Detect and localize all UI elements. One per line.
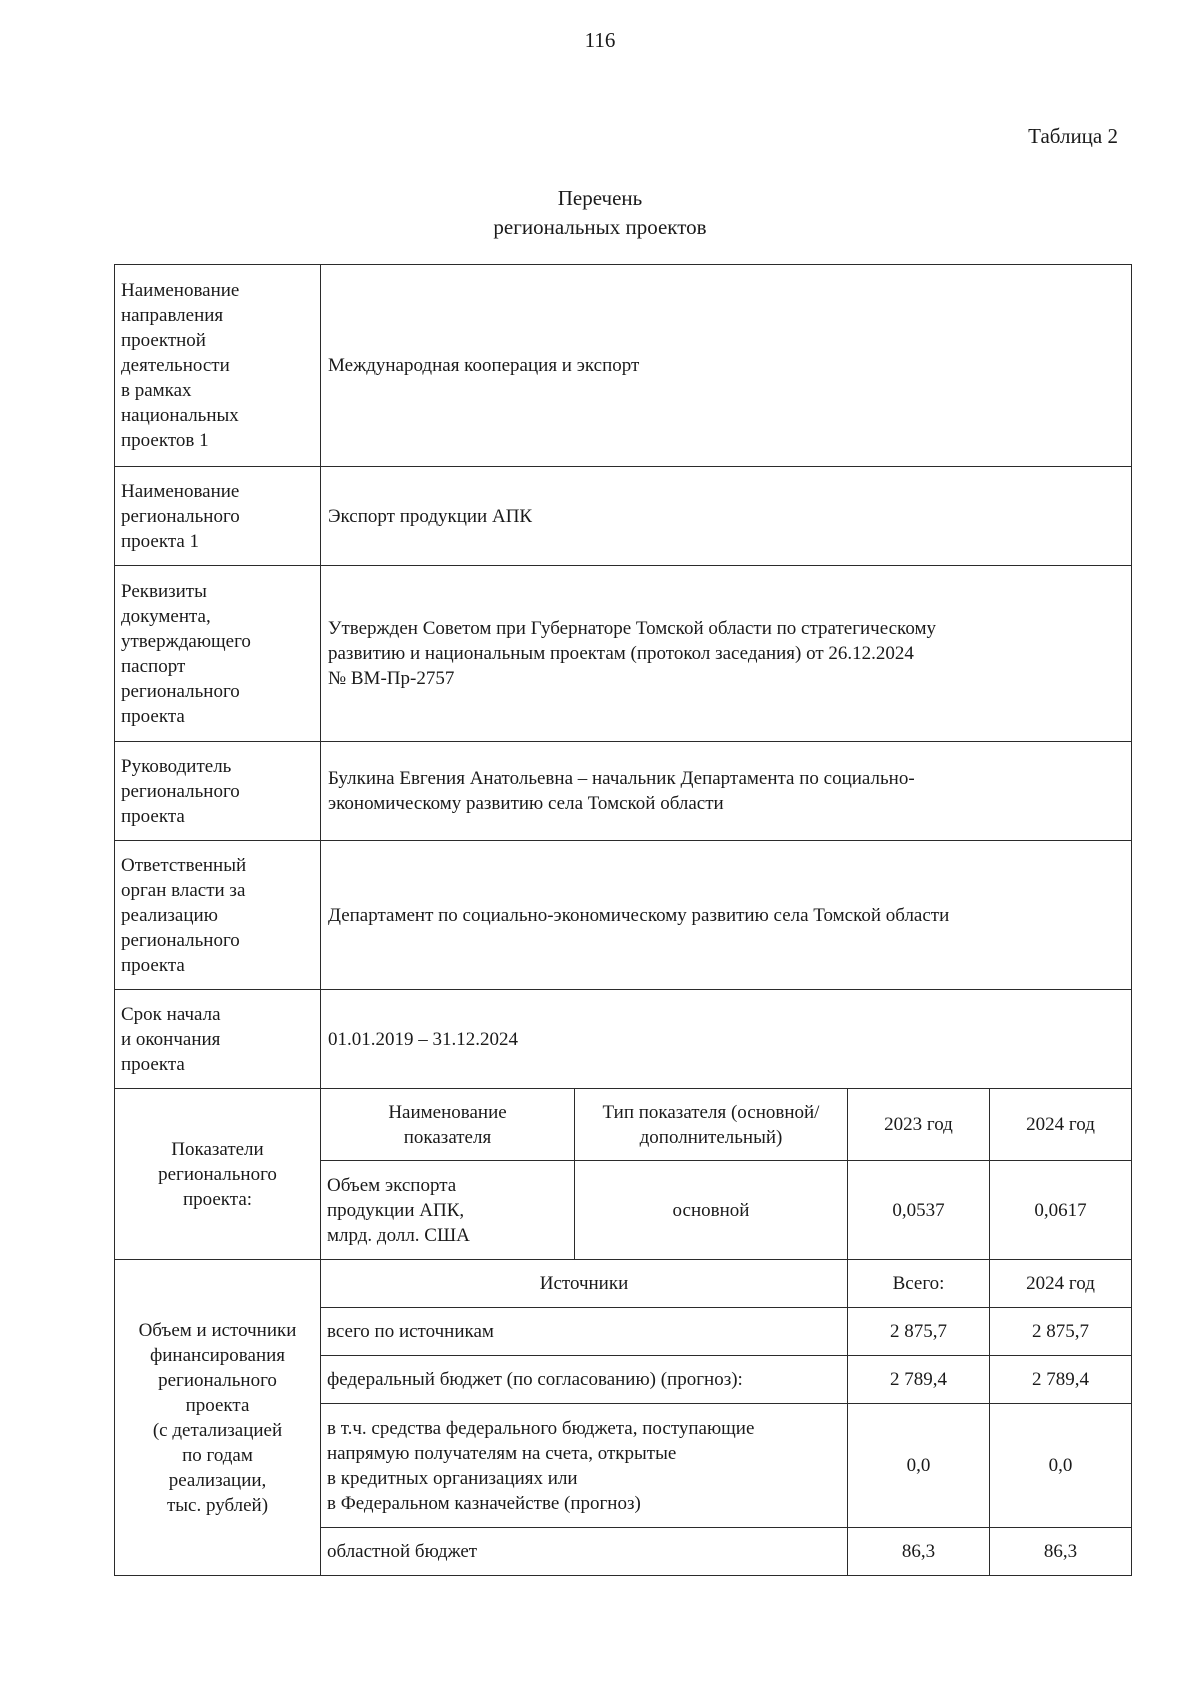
financing-2024: 2 875,7 [990, 1308, 1132, 1356]
document-title [0, 184, 1200, 242]
row-direction [115, 265, 1132, 467]
financing-2024: 86,3 [990, 1528, 1132, 1576]
financing-total: 0,0 [848, 1404, 990, 1528]
indicator-name-header: Наименование показателя [321, 1089, 575, 1161]
row-head [115, 742, 1132, 841]
requisites-value: Утвержден Советом при Губернаторе Томской области по стратегическому развитию и национальным проектам (протокол заседания) от 26.12.2024 № ВМ-Пр-2757 [321, 566, 1132, 742]
indicator-2024-header: 2024 год [990, 1089, 1132, 1161]
financing-source: в т.ч. средства федерального бюджета, поступающие напрямую получателям на счета, открытые в кредитных организациях или в Федеральном казначействе (прогноз) [321, 1404, 848, 1528]
financing-total: 2 875,7 [848, 1308, 990, 1356]
financing-header-row [115, 1260, 1132, 1308]
row-responsible [115, 841, 1132, 990]
indicator-2023-header: 2023 год [848, 1089, 990, 1161]
row-requisites [115, 566, 1132, 742]
indicator-2024-value: 0,0617 [990, 1161, 1132, 1260]
project-name-value: Экспорт продукции АПК [321, 467, 1132, 566]
row-term [115, 990, 1132, 1089]
financing-source: всего по источникам [321, 1308, 848, 1356]
total-header: Всего: [848, 1260, 990, 1308]
financing-total: 86,3 [848, 1528, 990, 1576]
title-line: Перечень [557, 186, 643, 210]
indicator-type: основной [575, 1161, 848, 1260]
projects-table [114, 264, 1132, 1576]
financing-2024: 0,0 [990, 1404, 1132, 1528]
indicators-header-row [115, 1089, 1132, 1161]
row-project-name [115, 467, 1132, 566]
sources-header: Источники [321, 1260, 848, 1308]
indicators-label: Показатели регионального проекта: [115, 1089, 321, 1260]
financing-source: федеральный бюджет (по согласованию) (прогноз): [321, 1356, 848, 1404]
title-line: региональных проектов [493, 215, 707, 239]
page-number: 116 [584, 28, 616, 52]
financing-2024: 2 789,4 [990, 1356, 1132, 1404]
indicator-type-header: Тип показателя (основной/ дополнительный) [575, 1089, 848, 1161]
indicator-name: Объем экспорта продукции АПК, млрд. долл. США [321, 1161, 575, 1260]
responsible-value: Департамент по социально-экономическому развитию села Томской области [321, 841, 1132, 990]
direction-label: Наименование направления проектной деятельности в рамках национальных проектов 1 [115, 265, 321, 467]
term-label: Срок начала и окончания проекта [115, 990, 321, 1089]
indicator-2023-value: 0,0537 [848, 1161, 990, 1260]
financing-2024-header: 2024 год [990, 1260, 1132, 1308]
head-label: Руководитель регионального проекта [115, 742, 321, 841]
requisites-label: Реквизиты документа, утверждающего паспорт регионального проекта [115, 566, 321, 742]
financing-source: областной бюджет [321, 1528, 848, 1576]
table-label: Таблица 2 [1028, 124, 1118, 148]
project-name-label: Наименование регионального проекта 1 [115, 467, 321, 566]
direction-value: Международная кооперация и экспорт [321, 265, 1132, 467]
term-value: 01.01.2019 – 31.12.2024 [321, 990, 1132, 1089]
financing-label: Объем и источники финансирования регионального проекта (с детализацией по годам реализации, тыс. рублей) [115, 1260, 321, 1576]
financing-total: 2 789,4 [848, 1356, 990, 1404]
head-value: Булкина Евгения Анатольевна – начальник Департамента по социально- экономическому развитию села Томской области [321, 742, 1132, 841]
responsible-label: Ответственный орган власти за реализацию регионального проекта [115, 841, 321, 990]
